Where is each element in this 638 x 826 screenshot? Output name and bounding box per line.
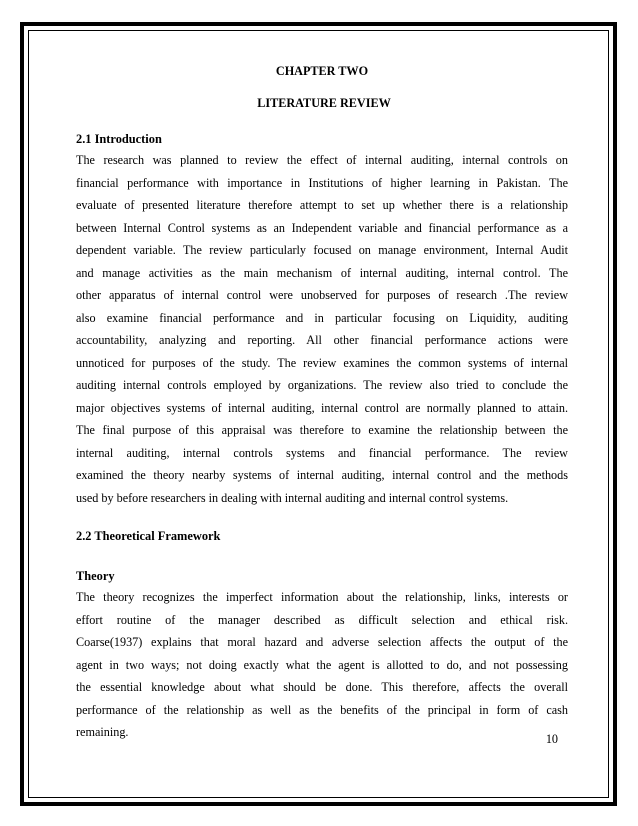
paragraph-line: The theory recognizes the imperfect information about the relationship, links, interests or: [76, 590, 568, 604]
paragraph-line: also examine financial performance and in particular focusing on Liquidity, auditing: [76, 310, 568, 325]
paragraph-line: evaluate of presented literature therefore attempt to set up whether there is a relationship: [76, 198, 568, 212]
paragraph-line: dependent variable. The review particularly focused on manage environment, Internal Audit: [76, 243, 568, 257]
chapter-title: LITERATURE REVIEW: [257, 96, 391, 110]
page-number: 10: [545, 732, 558, 746]
paragraph-line: The research was planned to review the effect of internal auditing, internal controls on: [76, 153, 568, 167]
paragraph-line: performance of the relationship as well as the benefits of the principal in form of cash: [76, 702, 568, 717]
paragraph-line: financial performance with importance in Institutions of higher learning in Pakistan. The: [76, 175, 568, 190]
paragraph-line: accountability, analyzing and reporting. All other financial performance actions were: [76, 333, 568, 347]
paragraph-line: internal auditing, internal controls systems and financial performance. The review: [76, 445, 568, 460]
paragraph-line: used by before researchers in dealing with internal auditing and internal control systems.: [76, 490, 509, 505]
paragraph-line: the essential knowledge about what should be done. This therefore, affects the overall: [76, 680, 568, 694]
paragraph-line: other apparatus of internal control were unobserved for purposes of research .The review: [76, 288, 568, 302]
paragraph-line: effort routine of the manager described as difficult selection and ethical risk.: [76, 612, 568, 627]
paragraph-line: between Internal Control systems as an Independent variable and financial performance as a: [76, 220, 568, 235]
paragraph-line: remaining.: [76, 725, 129, 739]
paragraph-line: unnoticed for purposes of the study. The review examines the common systems of internal: [76, 355, 568, 370]
theory-paragraph: [76, 586, 568, 744]
paragraph-line: Coarse(1937) explains that moral hazard and adverse selection affects the output of the: [76, 635, 568, 649]
introduction-paragraph: [76, 149, 568, 509]
page-content: [76, 64, 568, 744]
paragraph-line: examined the theory nearby systems of internal auditing, internal control and the methods: [76, 468, 568, 482]
chapter-heading: CHAPTER TWO: [275, 64, 369, 78]
section-heading-introduction: 2.1 Introduction: [76, 132, 162, 146]
paragraph-line: and manage activities as the main mechanism of internal auditing, internal control. The: [76, 265, 568, 280]
section-heading-theoretical-framework: 2.2 Theoretical Framework: [76, 529, 221, 543]
paragraph-line: auditing internal controls employed by organizations. The review also tried to conclude the: [76, 378, 568, 392]
subsection-heading-theory: Theory: [76, 569, 115, 583]
paragraph-line: The final purpose of this appraisal was therefore to examine the relationship between the: [76, 423, 568, 437]
paragraph-line: major objectives systems of internal auditing, internal control are normally planned to attain.: [76, 400, 568, 415]
paragraph-line: agent in two ways; not doing exactly what the agent is allotted to do, and not possessing: [76, 657, 568, 672]
